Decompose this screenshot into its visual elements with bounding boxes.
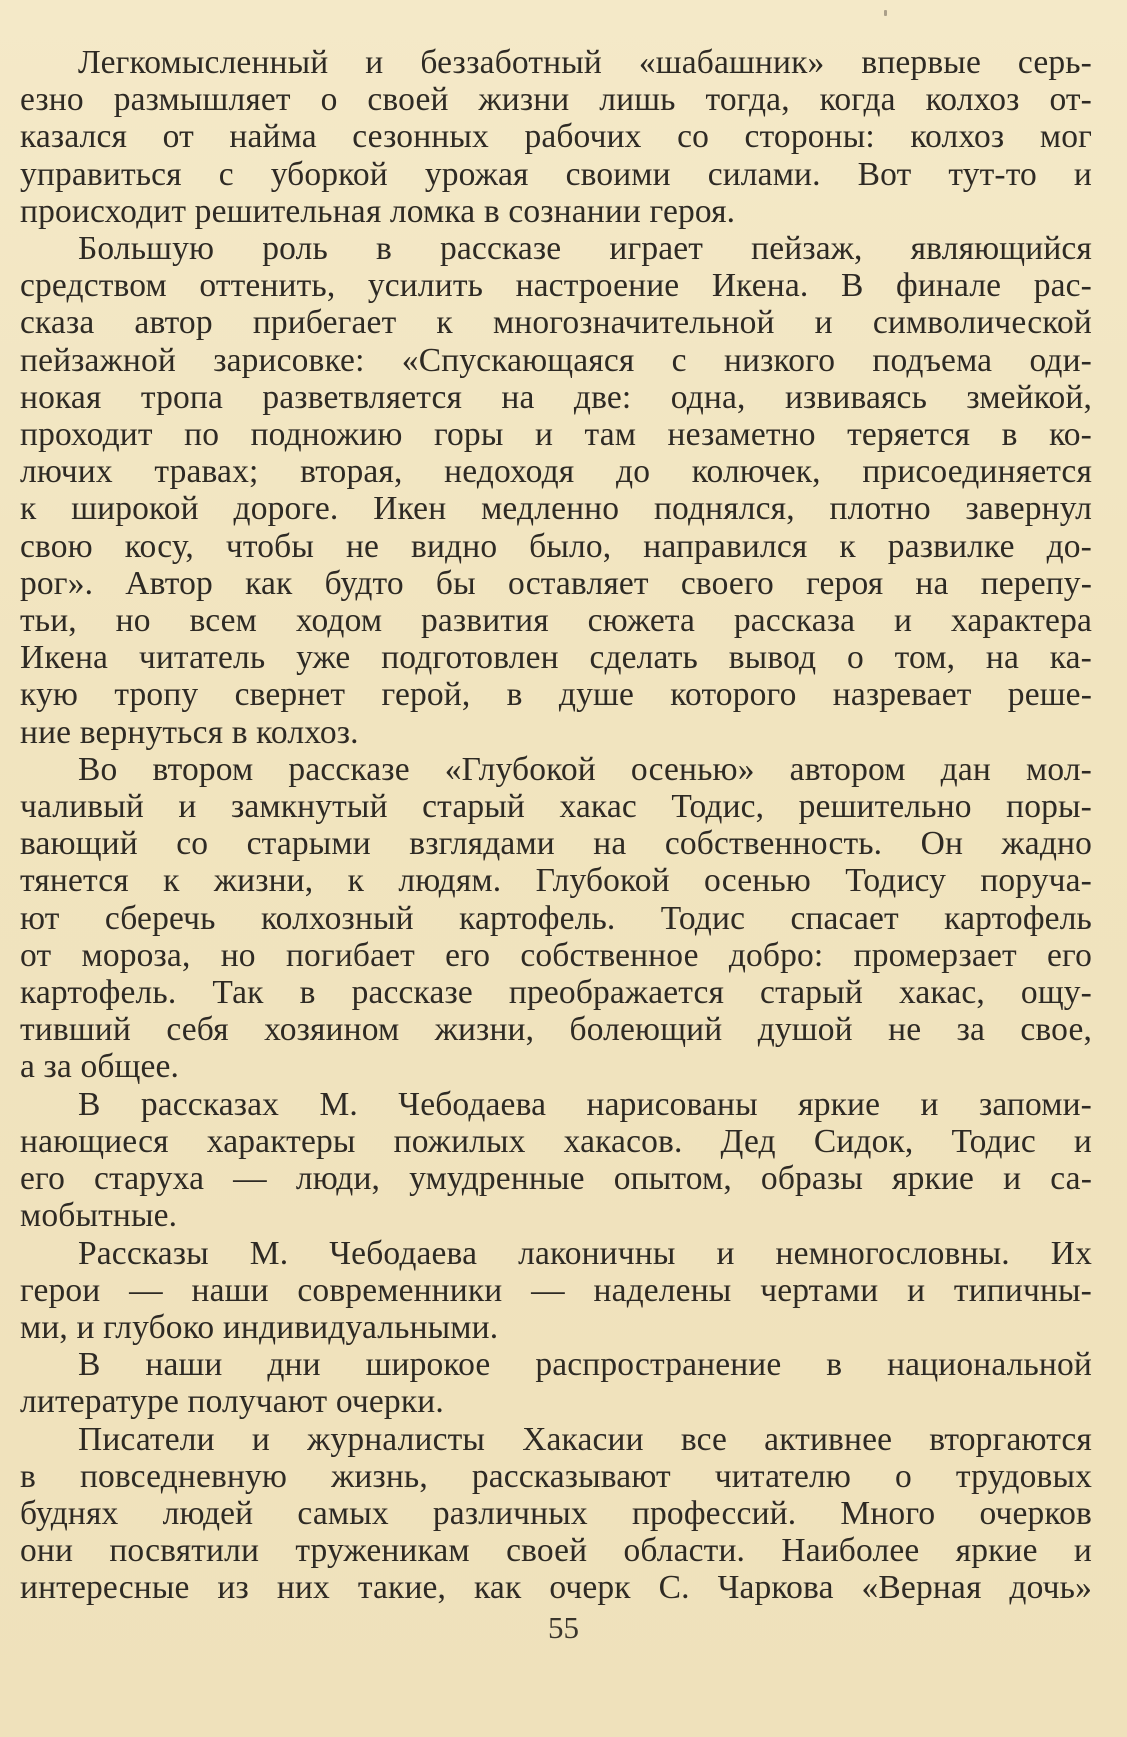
text-line: Писатели и журналисты Хакасии все активнее вторгаются	[78, 1420, 1092, 1458]
text-line: тянется к жизни, к людям. Глубокой осенью Тодису поруча-	[20, 862, 1092, 900]
text-line: буднях людей самых различных профессий. Много очерков	[20, 1494, 1092, 1532]
text-line: нающиеся характеры пожилых хакасов. Дед Сидок, Тодис и	[20, 1122, 1092, 1160]
text-line: в повседневную жизнь, рассказывают читателю о трудовых	[20, 1457, 1092, 1495]
text-line: к широкой дороге. Икен медленно поднялся, плотно завернул	[20, 490, 1092, 528]
paragraph	[20, 230, 1092, 751]
page-number: 55	[548, 1610, 579, 1645]
text-line: герои — наши современники — наделены чертами и типичны-	[20, 1271, 1092, 1309]
text-line: интересные из них такие, как очерк С. Чаркова «Верная дочь»	[20, 1569, 1092, 1607]
text-line: Большую роль в рассказе играет пейзаж, являющийся	[78, 230, 1092, 268]
text-line: езно размышляет о своей жизни лишь тогда, когда колхоз от-	[20, 81, 1092, 119]
text-line: а за общее.	[20, 1048, 180, 1086]
text-line: вающий со старыми взглядами на собственность. Он жадно	[20, 825, 1092, 863]
text-line: кую тропу свернет герой, в душе которого назревает реше-	[20, 676, 1092, 714]
text-line: Во втором рассказе «Глубокой осенью» автором дан мол-	[78, 750, 1092, 788]
text-line: рог». Автор как будто бы оставляет своего героя на перепу-	[20, 564, 1092, 602]
text-line: Легкомысленный и беззаботный «шабашник» впервые серь-	[78, 44, 1092, 81]
text-line: чаливый и замкнутый старый хакас Тодис, решительно поры-	[20, 788, 1092, 826]
text-line: Икена читатель уже подготовлен сделать вывод о том, на ка-	[20, 639, 1092, 677]
text-line: литературе получают очерки.	[20, 1383, 444, 1421]
text-line: казался от найма сезонных рабочих со стороны: колхоз мог	[20, 118, 1092, 156]
text-line: ние вернуться в колхоз.	[20, 713, 359, 751]
paragraph	[20, 1421, 1092, 1607]
text-line: ми, и глубоко индивидуальными.	[20, 1308, 499, 1346]
text-line: управиться с уборкой урожая своими силами. Вот тут-то и	[20, 155, 1092, 193]
text-line: В рассказах М. Чебодаева нарисованы яркие и запоми-	[78, 1085, 1092, 1123]
text-line: ют сберечь колхозный картофель. Тодис спасает картофель	[20, 899, 1092, 937]
text-line: от мороза, но погибает его собственное добро: промерзает его	[20, 936, 1092, 974]
text-line: тивший себя хозяином жизни, болеющий душой не за свое,	[20, 1011, 1092, 1049]
text-line: Рассказы М. Чебодаева лаконичны и немногословны. Их	[78, 1234, 1092, 1272]
text-line: В наши дни широкое распространение в национальной	[78, 1346, 1092, 1384]
paragraph	[20, 44, 1092, 230]
text-line: лючих травах; вторая, недоходя до колючек, присоединяется	[20, 453, 1092, 491]
print-speck	[884, 10, 887, 16]
paragraph	[20, 1086, 1092, 1235]
page-body	[20, 44, 1092, 1607]
text-line: картофель. Так в рассказе преображается старый хакас, ощу-	[20, 974, 1092, 1012]
text-line: его старуха — люди, умудренные опытом, образы яркие и са-	[20, 1160, 1092, 1198]
text-line: мобытные.	[20, 1197, 178, 1235]
text-line: сказа автор прибегает к многозначительной и символической	[20, 304, 1092, 342]
text-line: свою косу, чтобы не видно было, направился к развилке до-	[20, 527, 1092, 565]
paragraph	[20, 1346, 1092, 1420]
text-line: они посвятили труженикам своей области. Наиболее яркие и	[20, 1532, 1092, 1570]
text-line: проходит по подножию горы и там незаметно теряется в ко-	[20, 416, 1092, 454]
text-line: пейзажной зарисовке: «Спускающаяся с низкого подъема оди-	[20, 341, 1092, 379]
text-line: нокая тропа разветвляется на две: одна, извиваясь змейкой,	[20, 378, 1092, 416]
paragraph	[20, 1235, 1092, 1347]
paragraph	[20, 751, 1092, 1086]
text-line: тьи, но всем ходом развития сюжета рассказа и характера	[20, 602, 1092, 640]
text-line: средством оттенить, усилить настроение Икена. В финале рас-	[20, 267, 1092, 305]
text-line: происходит решительная ломка в сознании героя.	[20, 192, 736, 230]
